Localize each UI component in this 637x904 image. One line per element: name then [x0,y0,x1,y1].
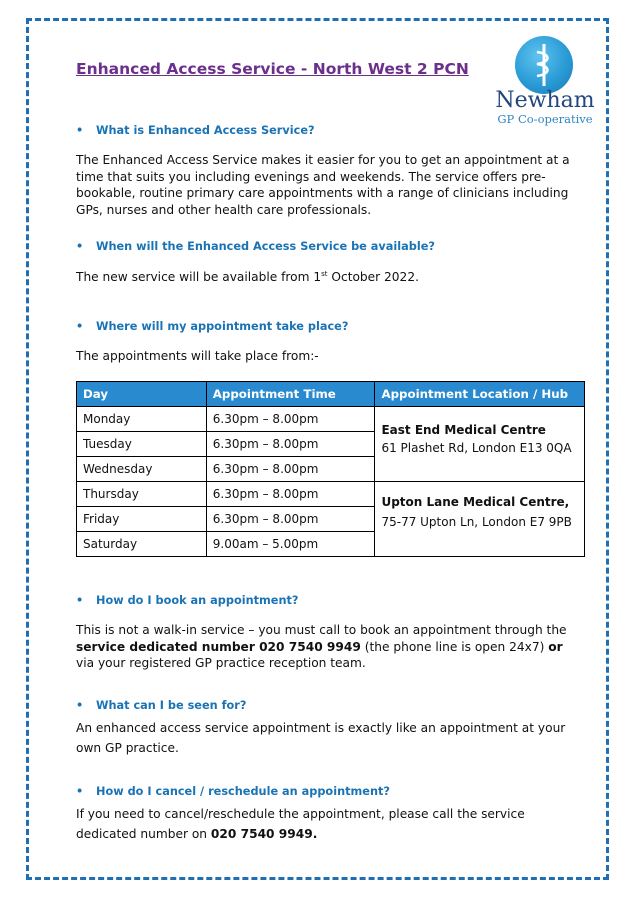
phone-number: service dedicated number 020 7540 9949 [76,639,361,654]
section-heading-when [76,240,435,253]
heading-text: How do I cancel / reschedule an appointment? [96,785,390,798]
time-cell: 6.30pm – 8.00pm [206,482,375,507]
day-cell: Monday [77,407,207,432]
time-cell: 9.00am – 5.00pm [206,532,375,557]
page-title: Enhanced Access Service - North West 2 PCN [76,60,469,78]
logo-subtitle: GP Co-operative [497,112,593,126]
superscript: st [321,269,328,278]
section-heading-cancel [76,785,390,798]
section-heading-what [76,124,315,137]
text-part: If you need to cancel/reschedule the appointment, please call the service dedicated number on [76,807,525,841]
section-text-when [76,269,574,286]
bullet-icon: • [76,320,84,333]
bullet-icon: • [76,594,84,607]
time-cell: 6.30pm – 8.00pm [206,432,375,457]
day-cell: Thursday [77,482,207,507]
text-part: October 2022. [327,270,419,284]
table-row [77,407,585,432]
hub-cell-east-end [375,407,585,482]
section-text-seen: An enhanced access service appointment is exactly like an appointment at your own GP practice. [76,721,566,755]
phone-number: 020 7540 9949. [210,827,318,841]
logo-name: Newham [495,88,595,113]
section-heading-book [76,594,298,607]
hub-cell-upton-lane [375,482,585,557]
time-cell: 6.30pm – 8.00pm [206,407,375,432]
section-heading-seen [76,699,246,712]
hub-address: 61 Plashet Rd, London E13 0QA [381,441,572,455]
heading-text: When will the Enhanced Access Service be available? [96,240,435,253]
hub-name: East End Medical Centre [381,423,546,437]
text-emphasis: or [548,639,563,654]
section-heading-where [76,320,348,333]
table-header-row [77,382,585,407]
section-text-what: The Enhanced Access Service makes it easier for you to get an appointment at a time that suits you including evenings and weekends. The service offers pre-bookable, routine primary care appointments with a range of clinicians including GPs, nurses and other health care professionals. [76,153,570,217]
table-row [77,482,585,507]
header-time: Appointment Time [206,382,375,407]
time-cell: 6.30pm – 8.00pm [206,457,375,482]
day-cell: Friday [77,507,207,532]
hub-address: 75-77 Upton Ln, London E7 9PB [381,515,572,529]
section-text-book [76,622,574,672]
bullet-icon: • [76,124,84,137]
heading-text: How do I book an appointment? [96,594,299,607]
text-part: (the phone line is open 24x7) [360,639,549,654]
appointments-table [76,381,585,557]
section-text-where: The appointments will take place from:- [76,349,319,363]
text-part: via your registered GP practice reception team. [76,656,366,670]
bullet-icon: • [76,240,84,253]
day-cell: Saturday [77,532,207,557]
newham-logo [484,36,606,126]
caduceus-icon [515,36,573,94]
bullet-icon: • [76,785,84,798]
header-location: Appointment Location / Hub [375,382,585,407]
heading-text: What can I be seen for? [96,699,247,712]
header-day: Day [77,382,207,407]
time-cell: 6.30pm – 8.00pm [206,507,375,532]
hub-name: Upton Lane Medical Centre, [381,495,570,509]
heading-text: Where will my appointment take place? [96,320,349,333]
day-cell: Wednesday [77,457,207,482]
section-text-cancel [76,804,574,844]
heading-text: What is Enhanced Access Service? [96,124,315,137]
day-cell: Tuesday [77,432,207,457]
text-part: The new service will be available from 1 [76,270,322,284]
bullet-icon: • [76,699,84,712]
text-part: This is not a walk-in service – you must call to book an appointment through the [76,623,567,637]
